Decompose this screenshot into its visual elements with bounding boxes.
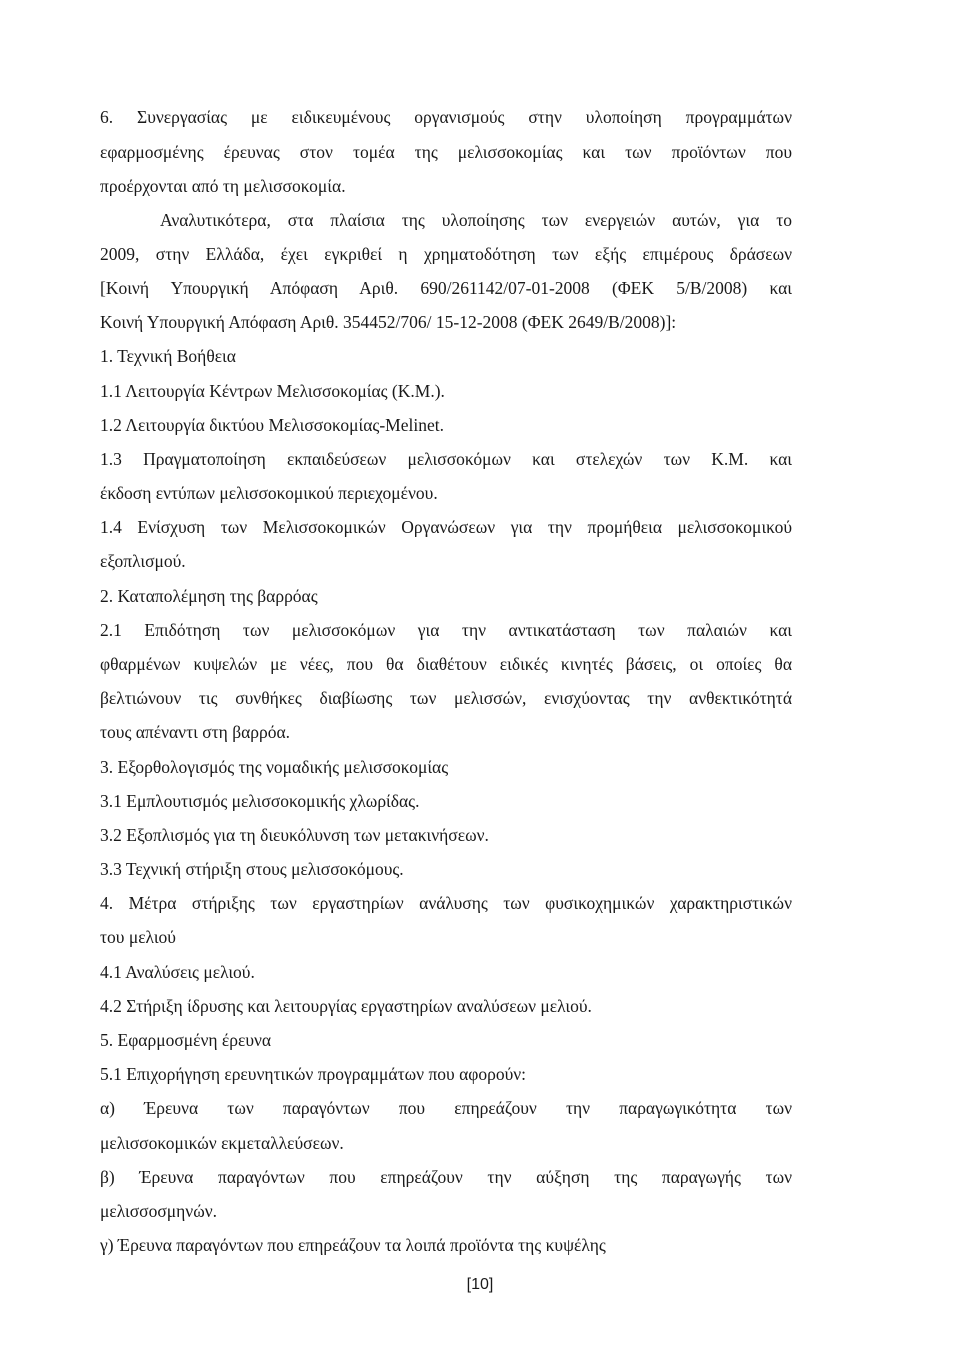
text-line: 4.2 Στήριξη ίδρυσης και λειτουργίας εργαστηρίων αναλύσεων μελιού. [100, 996, 592, 1016]
text-line: γ) Έρευνα παραγόντων που επηρεάζουν τα λοιπά προϊόντα της κυψέλης [100, 1235, 606, 1255]
text-line: 6. Συνεργασίας με ειδικευμένους οργανισμούς στην υλοποίηση προγραμμάτων [100, 107, 792, 127]
page-number: [10] [466, 1276, 494, 1293]
text-line: φθαρμένων κυψελών με νέες, που θα διαθέτουν ειδικές κινητές βάσεις, οι οποίες θα [100, 654, 792, 674]
text-line: 1.2 Λειτουργία δικτύου Μελισσοκομίας-Melinet. [100, 415, 444, 435]
text-line: 4.1 Αναλύσεις μελιού. [100, 962, 255, 982]
text-line: τους απέναντι στη βαρρόα. [100, 722, 291, 742]
text-line: 2009, στην Ελλάδα, έχει εγκριθεί η χρηματοδότηση των εξής επιμέρους δράσεων [100, 244, 792, 264]
text-line: β) Έρευνα παραγόντων που επηρεάζουν την αύξηση της παραγωγής των [100, 1167, 792, 1187]
text-line: 2.1 Επιδότηση των μελισσοκόμων για την αντικατάσταση των παλαιών και [100, 620, 792, 640]
text-line: 1.4 Ενίσχυση των Μελισσοκομικών Οργανώσεων για την προμήθεια μελισσοκομικού [100, 517, 792, 537]
text-line: μελισσοκομικών εκμεταλλεύσεων. [100, 1133, 344, 1153]
text-line: [Κοινή Υπουργική Απόφαση Αριθ. 690/261142/07-01-2008 (ΦΕΚ 5/Β/2008) και [100, 278, 792, 298]
text-line: 3. Εξορθολογισμός της νομαδικής μελισσοκομίας [100, 757, 449, 777]
text-line: 3.3 Τεχνική στήριξη στους μελισσοκόμους. [100, 859, 404, 879]
text-line: 4. Μέτρα στήριξης των εργαστηρίων ανάλυσης των φυσικοχημικών χαρακτηριστικών [100, 893, 792, 913]
text-line: μελισσοσμηνών. [100, 1201, 218, 1221]
text-line: έκδοση εντύπων μελισσοκομικού περιεχομένου. [100, 483, 438, 503]
text-line: 1.1 Λειτουργία Κέντρων Μελισσοκομίας (Κ.Μ.). [100, 381, 445, 401]
text-line: 5. Εφαρμοσμένη έρευνα [100, 1030, 272, 1050]
text-line: βελτιώνουν τις συνθήκες διαβίωσης των μελισσών, ενισχύοντας την ανθεκτικότητά [100, 688, 792, 708]
text-line: 2. Καταπολέμηση της βαρρόας [100, 586, 318, 606]
text-line: 1.3 Πραγματοποίηση εκπαιδεύσεων μελισσοκόμων και στελεχών των Κ.Μ. και [100, 449, 792, 469]
text-line: Κοινή Υπουργική Απόφαση Αριθ. 354452/706/ 15-12-2008 (ΦΕΚ 2649/Β/2008)]: [100, 312, 677, 332]
text-line: Αναλυτικότερα, στα πλαίσια της υλοποίησης των ενεργειών αυτών, για το [160, 210, 792, 230]
text-line: 3.1 Εμπλουτισμός μελισσοκομικής χλωρίδας. [100, 791, 420, 811]
text-line: 5.1 Επιχορήγηση ερευνητικών προγραμμάτων που αφορούν: [100, 1064, 527, 1084]
text-line: του μελιού [100, 927, 176, 947]
text-line: προέρχονται από τη μελισσοκομία. [100, 176, 346, 196]
text-line: α) Έρευνα των παραγόντων που επηρεάζουν την παραγωγικότητα των [100, 1098, 792, 1118]
text-line: 1. Τεχνική Βοήθεια [100, 346, 236, 366]
text-line: εξοπλισμού. [100, 551, 186, 571]
text-line: εφαρμοσμένης έρευνας στον τομέα της μελισσοκομίας και των προϊόντων που [100, 142, 792, 162]
text-line: 3.2 Εξοπλισμός για τη διευκόλυνση των μετακινήσεων. [100, 825, 489, 845]
